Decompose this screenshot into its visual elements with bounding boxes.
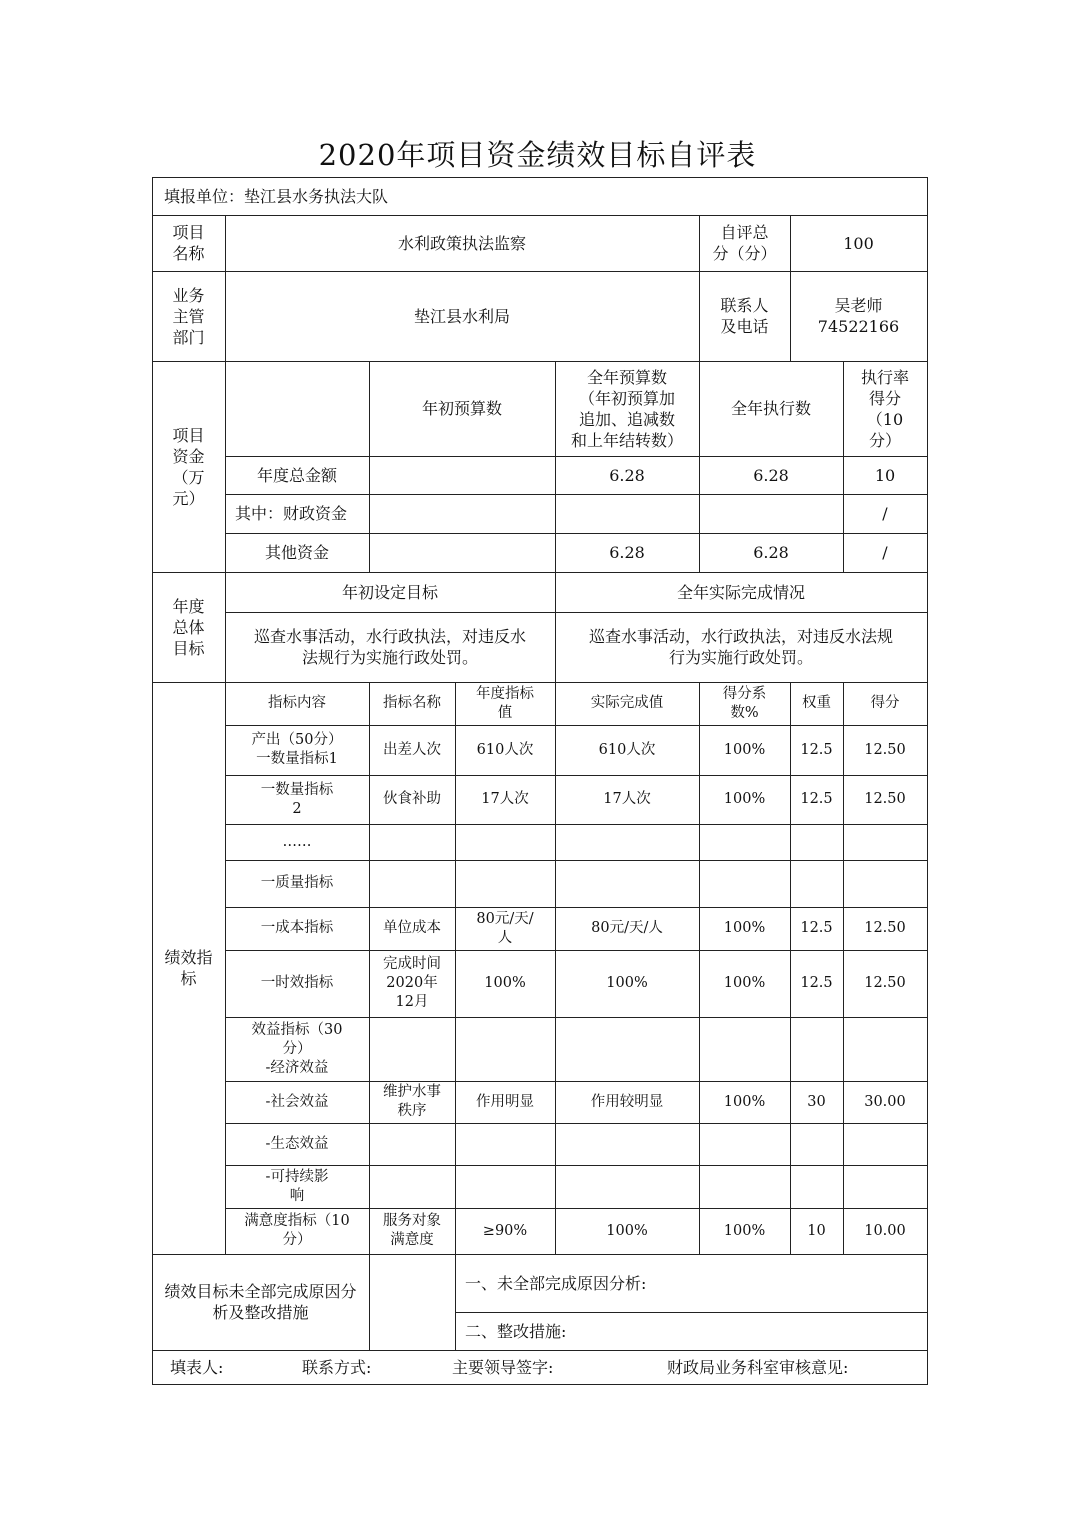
perf-row-weight-text: 10 xyxy=(807,1222,826,1239)
perf-row-coef xyxy=(699,1081,790,1123)
perf-row-score xyxy=(843,1081,927,1123)
perf-row-content xyxy=(225,907,369,950)
reason-label xyxy=(152,1254,369,1350)
perf-row-target xyxy=(455,907,555,950)
project-name-label xyxy=(152,215,225,271)
annual-goal-actual-text-text: 行为实施行政处罚。 xyxy=(668,648,813,667)
funds-header-rate-text: （10 xyxy=(866,409,904,429)
funds-header-rate-text: 得分 xyxy=(868,388,901,408)
perf-header-content xyxy=(225,682,369,725)
perf-row-weight xyxy=(790,950,843,1017)
funds-header-executed xyxy=(699,361,843,456)
perf-row-name-text: 伙食补助 xyxy=(383,791,441,807)
perf-header-name xyxy=(369,682,455,725)
perf-row-coef xyxy=(699,950,790,1017)
self-score-label-text: 分（分） xyxy=(712,244,777,263)
funds-header-full-year-text: （年初预算加 xyxy=(578,388,675,408)
funds-row-rate-text: / xyxy=(882,543,888,562)
perf-row-score-text: 30.00 xyxy=(864,1093,906,1110)
annual-goal-set-text xyxy=(225,612,555,682)
perf-row-weight xyxy=(790,1017,843,1081)
funds-row-rate xyxy=(843,456,927,494)
funds-label-text: 资金 xyxy=(172,446,205,466)
perf-row-actual-text: 100% xyxy=(606,1222,648,1239)
perf-row-score-text: 12.50 xyxy=(864,741,906,758)
annual-goal-actual-header-text: 全年实际完成情况 xyxy=(676,582,805,602)
annual-goal-actual-header xyxy=(555,572,927,612)
funds-label-text: 元） xyxy=(172,488,205,508)
perf-header-coef-text: 得分系 xyxy=(722,685,767,702)
funds-row-rate-text: / xyxy=(882,504,888,523)
perf-row-name-text: 维护水事 xyxy=(383,1084,441,1100)
project-name-label-text: 名称 xyxy=(172,244,205,263)
perf-row-actual-text: 80元/天/人 xyxy=(591,920,663,936)
contact-value xyxy=(790,271,927,361)
perf-row-actual xyxy=(555,824,699,860)
perf-row-content-text: 产出（50分） xyxy=(251,732,343,748)
perf-row-weight xyxy=(790,1081,843,1123)
perf-row-name-text: 2020年 xyxy=(386,975,438,991)
perf-row-content xyxy=(225,1208,369,1254)
perf-header-actual-text: 实际完成值 xyxy=(590,695,664,711)
perf-row-score xyxy=(843,1208,927,1254)
annual-goal-label-text: 年度 xyxy=(172,596,205,616)
annual-goal-actual-text xyxy=(555,612,927,682)
perf-header-target-text: 值 xyxy=(497,704,513,721)
funds-header-full-year xyxy=(555,361,699,456)
perf-row-coef-text: 100% xyxy=(723,1093,766,1110)
perf-row-name xyxy=(369,1123,455,1165)
perf-row-name-text: 秩序 xyxy=(397,1103,427,1119)
perf-header-coef xyxy=(699,682,790,725)
perf-row-content-text: 分） xyxy=(282,1040,312,1057)
funds-label-text: （万 xyxy=(172,467,205,487)
perf-row-content-text: 一成本指标 xyxy=(260,920,334,936)
perf-row-actual xyxy=(555,860,699,907)
funds-header-rate-text: 执行率 xyxy=(860,367,909,387)
perf-row-actual xyxy=(555,725,699,775)
department-value-text: 垫江县水利局 xyxy=(413,306,510,326)
perf-row-content xyxy=(225,775,369,824)
annual-goal-label xyxy=(152,572,225,682)
perf-header-score xyxy=(843,682,927,725)
perf-row-content-text: 响 xyxy=(289,1187,305,1204)
department-label-text: 主管 xyxy=(172,306,205,326)
perf-row-target-text: ≥90% xyxy=(482,1222,528,1239)
perf-row-name xyxy=(369,907,455,950)
funds-header-full-year-text: 追加、追减数 xyxy=(578,409,675,429)
page-title: 2020年项目资金绩效目标自评表 xyxy=(318,138,757,172)
perf-row-weight-text: 12.5 xyxy=(800,741,833,758)
footer-leader xyxy=(452,1350,652,1385)
perf-row-actual xyxy=(555,1017,699,1081)
funds-row-initial xyxy=(369,533,555,572)
performance-label-text: 标 xyxy=(180,969,197,988)
perf-header-target xyxy=(455,682,555,725)
funds-row-rate xyxy=(843,494,927,533)
perf-row-content-text: 一数量指标 xyxy=(260,781,334,798)
perf-row-content-text: -生态效益 xyxy=(265,1135,329,1152)
perf-row-coef xyxy=(699,860,790,907)
perf-row-content xyxy=(225,950,369,1017)
annual-goal-set-header xyxy=(225,572,555,612)
perf-row-content-text: 一时效指标 xyxy=(260,975,334,991)
perf-row-target-text: 人 xyxy=(497,929,513,946)
perf-row-content-text: …… xyxy=(282,833,312,850)
department-label-text: 业务 xyxy=(172,285,205,305)
perf-row-target-text: 作用明显 xyxy=(476,1093,534,1110)
perf-row-name xyxy=(369,860,455,907)
funds-row-rate-text: 10 xyxy=(874,465,896,485)
perf-row-coef-text: 100% xyxy=(723,1222,766,1239)
perf-row-content-text: -可持续影 xyxy=(265,1168,329,1185)
performance-label xyxy=(152,682,225,1254)
footer-finance xyxy=(652,1350,927,1385)
reason-label-text: 析及整改措施 xyxy=(212,1303,309,1322)
self-score-label-text: 自评总 xyxy=(720,223,769,242)
perf-row-actual-text: 作用较明显 xyxy=(590,1093,664,1110)
perf-row-score xyxy=(843,775,927,824)
funds-row-executed xyxy=(699,494,843,533)
footer-finance-text: 财政局业务科室审核意见: xyxy=(667,1358,849,1377)
perf-row-content-text: 一数量指标1 xyxy=(256,751,338,767)
perf-row-content-text: 分） xyxy=(282,1232,312,1248)
perf-row-target-text: 17人次 xyxy=(481,791,529,807)
perf-header-target-text: 年度指标 xyxy=(476,685,534,702)
perf-header-name-text: 指标名称 xyxy=(383,695,441,711)
perf-row-target xyxy=(455,775,555,824)
contact-label xyxy=(699,271,790,361)
perf-row-coef xyxy=(699,824,790,860)
perf-row-actual-text: 17人次 xyxy=(603,791,651,807)
funds-label-text: 项目 xyxy=(172,425,205,445)
perf-row-weight xyxy=(790,860,843,907)
reason-analysis-text: 一、未全部完成原因分析: xyxy=(465,1273,647,1293)
perf-row-target-text: 610人次 xyxy=(476,741,534,758)
funds-header-initial xyxy=(369,361,555,456)
perf-row-content xyxy=(225,1081,369,1123)
department-label-text: 部门 xyxy=(172,327,205,347)
annual-goal-set-text-text: 巡查水事活动，水行政执法，对违反水 xyxy=(253,627,526,646)
perf-row-content xyxy=(225,725,369,775)
perf-row-name xyxy=(369,1081,455,1123)
perf-row-target xyxy=(455,860,555,907)
perf-row-target xyxy=(455,950,555,1017)
perf-row-coef xyxy=(699,1165,790,1208)
project-name-label-text: 项目 xyxy=(172,223,205,242)
funds-header-rate-text: 分） xyxy=(868,430,901,450)
grid-line xyxy=(369,1254,370,1351)
perf-header-weight xyxy=(790,682,843,725)
perf-row-name-text: 满意度 xyxy=(390,1232,434,1248)
funds-row-full-year xyxy=(555,533,699,572)
perf-header-actual xyxy=(555,682,699,725)
perf-row-name xyxy=(369,824,455,860)
funds-row-rate xyxy=(843,533,927,572)
funds-row-name-text: 其他资金 xyxy=(264,543,329,562)
perf-row-actual xyxy=(555,1123,699,1165)
perf-row-content-text: 2 xyxy=(292,800,302,817)
funds-row-full-year-text: 6.28 xyxy=(609,465,645,485)
perf-row-weight xyxy=(790,824,843,860)
department-value xyxy=(225,271,699,361)
funds-row-name-text: 其中：财政资金 xyxy=(235,504,348,523)
perf-row-coef-text: 100% xyxy=(723,741,766,758)
perf-row-name xyxy=(369,950,455,1017)
perf-row-coef-text: 100% xyxy=(723,975,766,991)
perf-row-coef xyxy=(699,775,790,824)
perf-header-coef-text: 数% xyxy=(730,704,759,721)
perf-row-score xyxy=(843,950,927,1017)
perf-row-name-text: 完成时间 xyxy=(383,956,441,972)
perf-row-content-text: -社会效益 xyxy=(265,1093,329,1110)
perf-row-score-text: 12.50 xyxy=(864,791,906,807)
perf-row-weight xyxy=(790,1165,843,1208)
perf-row-weight-text: 12.5 xyxy=(800,975,833,991)
annual-goal-set-text-text: 法规行为实施行政处罚。 xyxy=(301,648,478,667)
reason-measures-text: 二、整改措施: xyxy=(465,1321,567,1341)
perf-row-target-text: 100% xyxy=(484,975,526,991)
perf-row-content-text: 效益指标（30 xyxy=(251,1021,343,1038)
perf-row-weight xyxy=(790,725,843,775)
funds-row-name xyxy=(225,533,369,572)
perf-row-score-text: 10.00 xyxy=(864,1222,906,1239)
project-name-value-text: 水利政策执法监察 xyxy=(397,233,526,253)
annual-goal-actual-text-text: 巡查水事活动，水行政执法，对违反水法规 xyxy=(588,627,893,646)
perf-row-content-text: 满意度指标（10 xyxy=(244,1213,350,1229)
perf-row-actual xyxy=(555,775,699,824)
funds-row-executed xyxy=(699,456,843,494)
perf-row-weight-text: 30 xyxy=(807,1093,826,1110)
perf-row-coef xyxy=(699,1123,790,1165)
contact-label-text: 联系人 xyxy=(720,296,769,315)
funds-row-executed-text: 6.28 xyxy=(753,543,789,562)
fill-unit-text: 填报单位：垫江县水务执法大队 xyxy=(164,186,389,206)
perf-row-actual-text: 100% xyxy=(606,975,648,991)
perf-row-score-text: 12.50 xyxy=(864,975,906,991)
perf-row-name-text: 12月 xyxy=(395,994,429,1010)
perf-row-content xyxy=(225,1017,369,1081)
perf-row-actual xyxy=(555,907,699,950)
perf-row-score xyxy=(843,1165,927,1208)
perf-row-score xyxy=(843,907,927,950)
perf-row-target xyxy=(455,824,555,860)
perf-header-score-text: 得分 xyxy=(870,695,900,711)
footer-contact xyxy=(302,1350,452,1385)
annual-goal-label-text: 目标 xyxy=(172,638,205,658)
self-score-value xyxy=(790,215,927,271)
perf-row-weight-text: 12.5 xyxy=(800,791,833,807)
funds-row-initial xyxy=(369,494,555,533)
perf-row-name-text: 单位成本 xyxy=(383,920,441,936)
perf-row-content xyxy=(225,1123,369,1165)
perf-row-score xyxy=(843,824,927,860)
perf-row-target xyxy=(455,1017,555,1081)
perf-row-target xyxy=(455,1123,555,1165)
perf-row-target xyxy=(455,725,555,775)
perf-row-score xyxy=(843,1017,927,1081)
funds-label xyxy=(152,361,225,572)
perf-row-coef xyxy=(699,907,790,950)
perf-row-coef-text: 100% xyxy=(723,791,766,807)
funds-row-full-year xyxy=(555,494,699,533)
fill-unit xyxy=(152,177,927,215)
perf-row-content xyxy=(225,1165,369,1208)
self-score-label xyxy=(699,215,790,271)
contact-label-text: 及电话 xyxy=(720,317,769,336)
perf-row-weight-text: 12.5 xyxy=(800,920,833,936)
perf-header-content-text: 指标内容 xyxy=(268,695,326,711)
funds-row-executed xyxy=(699,533,843,572)
perf-row-score xyxy=(843,860,927,907)
perf-row-actual xyxy=(555,1165,699,1208)
annual-goal-label-text: 总体 xyxy=(172,617,205,637)
perf-header-weight-text: 权重 xyxy=(802,695,831,711)
contact-value-text: 吴老师 xyxy=(834,296,883,315)
funds-row-executed-text: 6.28 xyxy=(753,465,789,485)
perf-row-coef xyxy=(699,1017,790,1081)
perf-row-name xyxy=(369,1165,455,1208)
perf-row-name-text: 服务对象 xyxy=(383,1213,441,1229)
perf-row-coef xyxy=(699,1208,790,1254)
self-score-value-text: 100 xyxy=(843,233,874,253)
performance-label-text: 绩效指 xyxy=(164,948,213,967)
funds-header-executed-text: 全年执行数 xyxy=(730,399,811,418)
funds-header-rate xyxy=(843,361,927,456)
footer-filler-text: 填表人: xyxy=(170,1358,224,1377)
funds-row-name-text: 年度总金额 xyxy=(256,465,337,485)
funds-row-name xyxy=(225,456,369,494)
contact-value-text: 74522166 xyxy=(817,317,900,336)
footer-contact-text: 联系方式: xyxy=(302,1358,372,1377)
funds-header-full-year-text: 和上年结转数） xyxy=(570,430,683,450)
perf-row-weight xyxy=(790,1123,843,1165)
perf-row-actual xyxy=(555,950,699,1017)
project-name-value xyxy=(225,215,699,271)
perf-row-score-text: 12.50 xyxy=(864,920,906,936)
funds-header-initial-text: 年初预算数 xyxy=(421,399,502,418)
perf-row-content-text: 一质量指标 xyxy=(260,875,334,891)
perf-row-content-text: -经济效益 xyxy=(265,1059,329,1076)
funds-header-full-year-text: 全年预算数 xyxy=(586,367,667,387)
perf-row-content xyxy=(225,860,369,907)
perf-row-weight xyxy=(790,1208,843,1254)
perf-row-content xyxy=(225,824,369,860)
perf-row-name xyxy=(369,1208,455,1254)
perf-row-name-text: 出差人次 xyxy=(383,741,441,758)
perf-row-name xyxy=(369,725,455,775)
reason-analysis xyxy=(455,1254,927,1312)
perf-row-actual-text: 610人次 xyxy=(598,741,656,758)
perf-row-target xyxy=(455,1081,555,1123)
reason-measures xyxy=(455,1312,927,1350)
perf-row-weight xyxy=(790,775,843,824)
reason-label-text: 绩效目标未全部完成原因分 xyxy=(164,1282,357,1301)
perf-row-score xyxy=(843,725,927,775)
perf-row-name xyxy=(369,1017,455,1081)
perf-row-target xyxy=(455,1208,555,1254)
funds-row-full-year xyxy=(555,456,699,494)
funds-row-initial xyxy=(369,456,555,494)
perf-row-target xyxy=(455,1165,555,1208)
perf-row-actual xyxy=(555,1081,699,1123)
funds-row-full-year-text: 6.28 xyxy=(609,543,645,562)
perf-row-weight xyxy=(790,907,843,950)
evaluation-form xyxy=(152,177,928,1385)
perf-row-name xyxy=(369,775,455,824)
funds-row-name xyxy=(225,494,369,533)
perf-row-coef-text: 100% xyxy=(723,920,766,936)
footer-leader-text: 主要领导签字: xyxy=(452,1358,554,1377)
department-label xyxy=(152,271,225,361)
footer-filler xyxy=(152,1350,302,1385)
perf-row-score xyxy=(843,1123,927,1165)
perf-row-target-text: 80元/天/ xyxy=(476,910,534,927)
annual-goal-set-header-text: 年初设定目标 xyxy=(341,582,438,602)
perf-row-coef xyxy=(699,725,790,775)
perf-row-actual xyxy=(555,1208,699,1254)
